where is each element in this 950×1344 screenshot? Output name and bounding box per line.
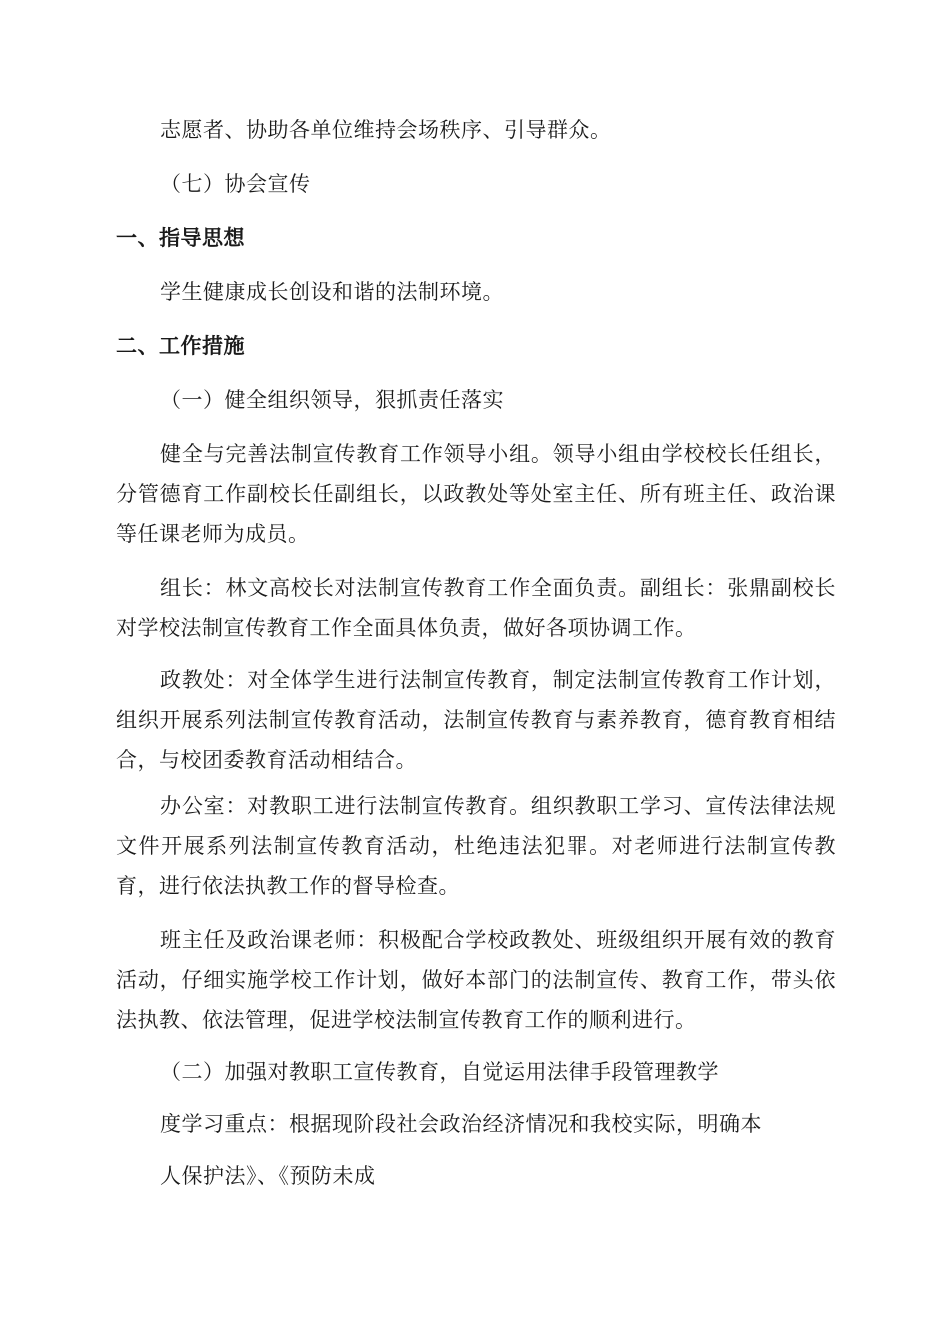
section-subheading: （二）加强对教职工宣传教育，自觉运用法律手段管理教学: [160, 1060, 719, 1084]
section-heading: 二、工作措施: [116, 334, 245, 358]
section-heading: 一、指导思想: [116, 226, 245, 250]
text-line: 人保护法》、《预防未成: [160, 1164, 376, 1188]
section-subheading: （一）健全组织领导，狠抓责任落实: [160, 388, 504, 412]
paragraph: 办公室：对教职工进行法制宣传教育。组织教职工学习、宣传法律法规文件开展系列法制宣传教育活动，杜绝违法犯罪。对老师进行法制宣传教育，进行依法执教工作的督导检查。: [116, 794, 836, 898]
paragraph: 组长：林文高校长对法制宣传教育工作全面负责。副组长：张鼎副校长对学校法制宣传教育工作全面具体负责，做好各项协调工作。: [116, 576, 836, 640]
paragraph: 班主任及政治课老师：积极配合学校政教处、班级组织开展有效的教育活动，仔细实施学校工作计划，做好本部门的法制宣传、教育工作，带头依法执教、依法管理，促进学校法制宣传教育工作的顺利进行。: [116, 928, 836, 1032]
text-line: 度学习重点：根据现阶段社会政治经济情况和我校实际，明确本: [160, 1112, 762, 1136]
section-subheading: （七）协会宣传: [160, 172, 311, 196]
paragraph: 健全与完善法制宣传教育工作领导小组。领导小组由学校校长任组长，分管德育工作副校长任副组长，以政教处等处室主任、所有班主任、政治课等任课老师为成员。: [116, 442, 836, 546]
text-line: 志愿者、协助各单位维持会场秩序、引导群众。: [160, 118, 612, 142]
text-line: 学生健康成长创设和谐的法制环境。: [160, 280, 504, 304]
paragraph: 政教处：对全体学生进行法制宣传教育，制定法制宣传教育工作计划，组织开展系列法制宣传教育活动，法制宣传教育与素养教育，德育教育相结合，与校团委教育活动相结合。: [116, 668, 836, 772]
